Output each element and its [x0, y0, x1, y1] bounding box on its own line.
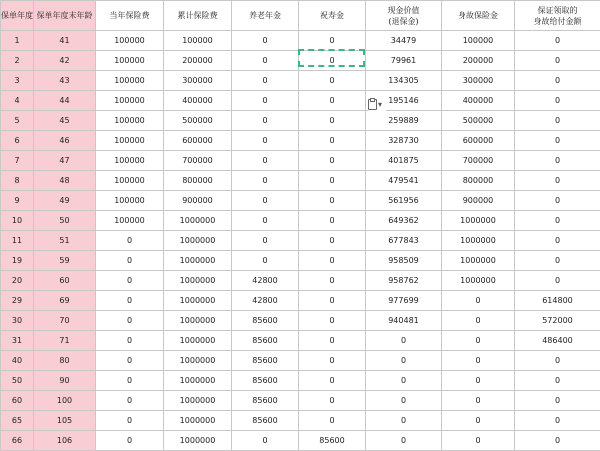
- table-cell[interactable]: 0: [96, 411, 164, 431]
- table-cell[interactable]: 85600: [232, 391, 299, 411]
- table-cell[interactable]: 65: [1, 411, 34, 431]
- table-cell[interactable]: 0: [366, 371, 442, 391]
- table-cell[interactable]: 0: [299, 31, 366, 51]
- table-cell[interactable]: 6: [1, 131, 34, 151]
- table-cell[interactable]: 0: [515, 191, 600, 211]
- table-cell[interactable]: 0: [96, 311, 164, 331]
- table-cell[interactable]: 800000: [164, 171, 232, 191]
- table-cell[interactable]: 0: [442, 431, 515, 451]
- table-cell[interactable]: 0: [442, 331, 515, 351]
- table-cell[interactable]: 100000: [96, 111, 164, 131]
- table-cell[interactable]: 958509: [366, 251, 442, 271]
- table-cell[interactable]: 49: [34, 191, 96, 211]
- table-cell[interactable]: 0: [232, 231, 299, 251]
- table-cell[interactable]: 8: [1, 171, 34, 191]
- column-header[interactable]: 保单年度末年龄: [34, 1, 96, 31]
- table-cell[interactable]: 0: [232, 91, 299, 111]
- column-header[interactable]: 保单年度: [1, 1, 34, 31]
- table-cell[interactable]: 11: [1, 231, 34, 251]
- table-row: [1, 311, 600, 331]
- table-cell[interactable]: 71: [34, 331, 96, 351]
- table-cell[interactable]: 106: [34, 431, 96, 451]
- table-cell[interactable]: 1000000: [442, 231, 515, 251]
- table-cell[interactable]: 1000000: [164, 291, 232, 311]
- table-cell[interactable]: 900000: [164, 191, 232, 211]
- table-cell[interactable]: 0: [515, 91, 600, 111]
- table-cell[interactable]: 0: [299, 351, 366, 371]
- table-cell[interactable]: 1000000: [164, 211, 232, 231]
- table-cell[interactable]: 5: [1, 111, 34, 131]
- table-row: [1, 71, 600, 91]
- table-cell[interactable]: 0: [232, 111, 299, 131]
- table-cell[interactable]: 50: [1, 371, 34, 391]
- table-cell[interactable]: 1: [1, 31, 34, 51]
- table-row: [1, 251, 600, 271]
- table-cell[interactable]: 100000: [96, 71, 164, 91]
- table-row: [1, 231, 600, 251]
- table-row: [1, 351, 600, 371]
- table-cell[interactable]: 85600: [232, 411, 299, 431]
- table-cell[interactable]: 9: [1, 191, 34, 211]
- table-cell[interactable]: 100000: [96, 171, 164, 191]
- table-cell[interactable]: 0: [299, 291, 366, 311]
- column-header[interactable]: 保证领取的 身故给付金额: [515, 1, 600, 31]
- table-row: [1, 271, 600, 291]
- column-header[interactable]: 现金价值 (退保金): [366, 1, 442, 31]
- table-cell[interactable]: 0: [515, 71, 600, 91]
- paste-options-icon: [368, 99, 377, 110]
- table-cell[interactable]: 486400: [515, 331, 600, 351]
- table-cell[interactable]: 0: [96, 231, 164, 251]
- column-header[interactable]: 身故保险金: [442, 1, 515, 31]
- table-cell[interactable]: 0: [442, 291, 515, 311]
- column-header[interactable]: 累计保险费: [164, 1, 232, 31]
- table-cell[interactable]: 0: [515, 231, 600, 251]
- table-cell[interactable]: 400000: [164, 91, 232, 111]
- table-cell[interactable]: 100000: [442, 31, 515, 51]
- table-cell[interactable]: 20: [1, 271, 34, 291]
- table-cell[interactable]: 50: [34, 211, 96, 231]
- table-cell[interactable]: 0: [366, 351, 442, 371]
- table-cell[interactable]: 0: [515, 431, 600, 451]
- table-cell[interactable]: 60: [1, 391, 34, 411]
- selected-cell-outline[interactable]: [298, 49, 365, 67]
- table-cell[interactable]: 0: [232, 191, 299, 211]
- table-cell[interactable]: 0: [299, 411, 366, 431]
- table-cell[interactable]: 47: [34, 151, 96, 171]
- table-cell[interactable]: 0: [232, 31, 299, 51]
- table-cell[interactable]: 0: [232, 211, 299, 231]
- column-header[interactable]: 养老年金: [232, 1, 299, 31]
- table-cell[interactable]: 70: [34, 311, 96, 331]
- table-cell[interactable]: 0: [299, 51, 366, 71]
- table-cell[interactable]: 0: [299, 171, 366, 191]
- table-cell[interactable]: 700000: [164, 151, 232, 171]
- table-cell[interactable]: 561956: [366, 191, 442, 211]
- table-cell[interactable]: 100000: [96, 51, 164, 71]
- table-cell[interactable]: 0: [299, 71, 366, 91]
- table-cell[interactable]: 940481: [366, 311, 442, 331]
- table-cell[interactable]: 29: [1, 291, 34, 311]
- table-cell[interactable]: 40: [1, 351, 34, 371]
- table-cell[interactable]: 0: [299, 311, 366, 331]
- table-cell[interactable]: 0: [366, 411, 442, 431]
- table-cell[interactable]: 0: [299, 271, 366, 291]
- table-cell[interactable]: 31: [1, 331, 34, 351]
- table-cell[interactable]: 43: [34, 71, 96, 91]
- table-cell[interactable]: 0: [299, 331, 366, 351]
- table-cell[interactable]: 34479: [366, 31, 442, 51]
- table-cell[interactable]: 0: [299, 191, 366, 211]
- table-cell[interactable]: 85600: [232, 351, 299, 371]
- table-cell[interactable]: 0: [299, 151, 366, 171]
- table-cell[interactable]: 259889: [366, 111, 442, 131]
- table-cell[interactable]: 0: [442, 391, 515, 411]
- table-cell[interactable]: 0: [232, 131, 299, 151]
- table-cell[interactable]: 85600: [232, 331, 299, 351]
- table-cell[interactable]: 0: [96, 391, 164, 411]
- table-cell[interactable]: 30: [1, 311, 34, 331]
- paste-options-arrow: ▾: [378, 100, 382, 109]
- table-row: [1, 371, 600, 391]
- table-cell[interactable]: 800000: [442, 171, 515, 191]
- table-cell[interactable]: 500000: [164, 111, 232, 131]
- table-row: [1, 331, 600, 351]
- table-cell[interactable]: 51: [34, 231, 96, 251]
- header-row: [1, 1, 600, 31]
- table-cell[interactable]: 500000: [442, 111, 515, 131]
- table-cell[interactable]: 0: [96, 371, 164, 391]
- table-row: [1, 111, 600, 131]
- table-cell[interactable]: 7: [1, 151, 34, 171]
- table-cell[interactable]: 200000: [164, 51, 232, 71]
- table-cell[interactable]: 600000: [442, 131, 515, 151]
- table-cell[interactable]: 0: [232, 251, 299, 271]
- table-cell[interactable]: 1000000: [164, 231, 232, 251]
- table-cell[interactable]: 1000000: [164, 431, 232, 451]
- table-cell[interactable]: 0: [442, 371, 515, 391]
- table-cell[interactable]: 300000: [442, 71, 515, 91]
- table-cell[interactable]: 1000000: [164, 351, 232, 371]
- table-cell[interactable]: 0: [96, 251, 164, 271]
- table-cell[interactable]: 100000: [96, 91, 164, 111]
- paste-options-button[interactable]: [368, 98, 386, 112]
- table-cell[interactable]: 100000: [96, 151, 164, 171]
- table-cell[interactable]: 45: [34, 111, 96, 131]
- table-cell[interactable]: 0: [232, 151, 299, 171]
- table-cell[interactable]: 0: [96, 291, 164, 311]
- table-cell[interactable]: 572000: [515, 311, 600, 331]
- table-row: [1, 151, 600, 171]
- table-cell[interactable]: 400000: [442, 91, 515, 111]
- table-cell[interactable]: 0: [232, 51, 299, 71]
- table-cell[interactable]: 2: [1, 51, 34, 71]
- table-cell[interactable]: 479541: [366, 171, 442, 191]
- table-cell[interactable]: 100000: [96, 211, 164, 231]
- table-cell[interactable]: 401875: [366, 151, 442, 171]
- table-cell[interactable]: 0: [299, 251, 366, 271]
- column-header[interactable]: 当年保险费: [96, 1, 164, 31]
- table-body: [1, 31, 600, 451]
- table-cell[interactable]: 1000000: [164, 371, 232, 391]
- table-cell[interactable]: 0: [442, 311, 515, 331]
- table-cell[interactable]: 0: [299, 231, 366, 251]
- table-cell[interactable]: 48: [34, 171, 96, 191]
- table-cell[interactable]: 85600: [299, 431, 366, 451]
- column-header[interactable]: 祝寿金: [299, 1, 366, 31]
- table-cell[interactable]: 0: [96, 351, 164, 371]
- table-row: [1, 191, 600, 211]
- table-cell[interactable]: 958762: [366, 271, 442, 291]
- table-cell[interactable]: 0: [366, 331, 442, 351]
- table-cell[interactable]: 100000: [96, 191, 164, 211]
- table-cell[interactable]: 1000000: [442, 271, 515, 291]
- table-cell[interactable]: 69: [34, 291, 96, 311]
- table-cell[interactable]: 200000: [442, 51, 515, 71]
- table-cell[interactable]: 0: [515, 131, 600, 151]
- table-cell[interactable]: 0: [515, 171, 600, 191]
- table-cell[interactable]: 1000000: [164, 391, 232, 411]
- table-cell[interactable]: 100000: [96, 131, 164, 151]
- table-cell[interactable]: 80: [34, 351, 96, 371]
- table-cell[interactable]: 0: [299, 211, 366, 231]
- table-cell[interactable]: 1000000: [164, 251, 232, 271]
- table-cell[interactable]: 42800: [232, 271, 299, 291]
- table-cell[interactable]: 0: [96, 271, 164, 291]
- table-cell[interactable]: 85600: [232, 371, 299, 391]
- table-cell[interactable]: 134305: [366, 71, 442, 91]
- table-cell[interactable]: 0: [232, 431, 299, 451]
- table-cell[interactable]: 1000000: [164, 271, 232, 291]
- table-cell[interactable]: 977699: [366, 291, 442, 311]
- table-row: [1, 171, 600, 191]
- table-cell[interactable]: 60: [34, 271, 96, 291]
- table-cell[interactable]: 0: [442, 411, 515, 431]
- table-cell[interactable]: 0: [299, 131, 366, 151]
- table-cell[interactable]: 649362: [366, 211, 442, 231]
- table-row: [1, 31, 600, 51]
- table-row: [1, 211, 600, 231]
- table-cell[interactable]: 0: [232, 171, 299, 191]
- table-cell[interactable]: 0: [515, 371, 600, 391]
- table-cell[interactable]: 0: [232, 71, 299, 91]
- table-row: [1, 391, 600, 411]
- table-cell[interactable]: 19: [1, 251, 34, 271]
- table-row: [1, 411, 600, 431]
- table-cell[interactable]: 100000: [164, 31, 232, 51]
- table-cell[interactable]: 195146: [366, 91, 442, 111]
- table-cell[interactable]: 1000000: [442, 251, 515, 271]
- table-cell[interactable]: 0: [515, 31, 600, 51]
- table-row: [1, 291, 600, 311]
- table-cell[interactable]: 0: [515, 351, 600, 371]
- table-row: [1, 131, 600, 151]
- table-cell[interactable]: 79961: [366, 51, 442, 71]
- table-cell[interactable]: 0: [299, 371, 366, 391]
- table-cell[interactable]: 0: [299, 391, 366, 411]
- table-cell[interactable]: 677843: [366, 231, 442, 251]
- table-cell[interactable]: 46: [34, 131, 96, 151]
- table-cell[interactable]: 4: [1, 91, 34, 111]
- table-cell[interactable]: 0: [366, 431, 442, 451]
- table-cell[interactable]: 0: [96, 431, 164, 451]
- table-cell[interactable]: 66: [1, 431, 34, 451]
- table-cell[interactable]: 0: [515, 51, 600, 71]
- table-cell[interactable]: 59: [34, 251, 96, 271]
- table-cell[interactable]: 614800: [515, 291, 600, 311]
- table-cell[interactable]: 44: [34, 91, 96, 111]
- table-cell[interactable]: 900000: [442, 191, 515, 211]
- table-row: [1, 431, 600, 451]
- table-cell[interactable]: 85600: [232, 311, 299, 331]
- table-row: [1, 91, 600, 111]
- table-cell[interactable]: 300000: [164, 71, 232, 91]
- table-cell[interactable]: 90: [34, 371, 96, 391]
- table-cell[interactable]: 100: [34, 391, 96, 411]
- table-cell[interactable]: 0: [515, 211, 600, 231]
- table-cell[interactable]: 0: [515, 391, 600, 411]
- table-cell[interactable]: 42800: [232, 291, 299, 311]
- table-cell[interactable]: 328730: [366, 131, 442, 151]
- table-cell[interactable]: 100000: [96, 31, 164, 51]
- table-cell[interactable]: 41: [34, 31, 96, 51]
- table-cell[interactable]: 0: [515, 151, 600, 171]
- table-cell[interactable]: 3: [1, 71, 34, 91]
- table-cell[interactable]: 1000000: [164, 331, 232, 351]
- table-cell[interactable]: 0: [299, 91, 366, 111]
- table-cell[interactable]: 0: [299, 111, 366, 131]
- table-cell[interactable]: 105: [34, 411, 96, 431]
- table-cell[interactable]: 0: [515, 111, 600, 131]
- table-cell[interactable]: 1000000: [442, 211, 515, 231]
- table-cell[interactable]: 0: [515, 251, 600, 271]
- table-cell[interactable]: 1000000: [164, 311, 232, 331]
- table-cell[interactable]: 0: [96, 331, 164, 351]
- table-cell[interactable]: 10: [1, 211, 34, 231]
- table-cell[interactable]: 1000000: [164, 411, 232, 431]
- table-cell[interactable]: 700000: [442, 151, 515, 171]
- table-cell[interactable]: 600000: [164, 131, 232, 151]
- table-cell[interactable]: 0: [442, 351, 515, 371]
- table-cell[interactable]: 42: [34, 51, 96, 71]
- table-cell[interactable]: 0: [515, 411, 600, 431]
- table-cell[interactable]: 0: [515, 271, 600, 291]
- table-cell[interactable]: 0: [366, 391, 442, 411]
